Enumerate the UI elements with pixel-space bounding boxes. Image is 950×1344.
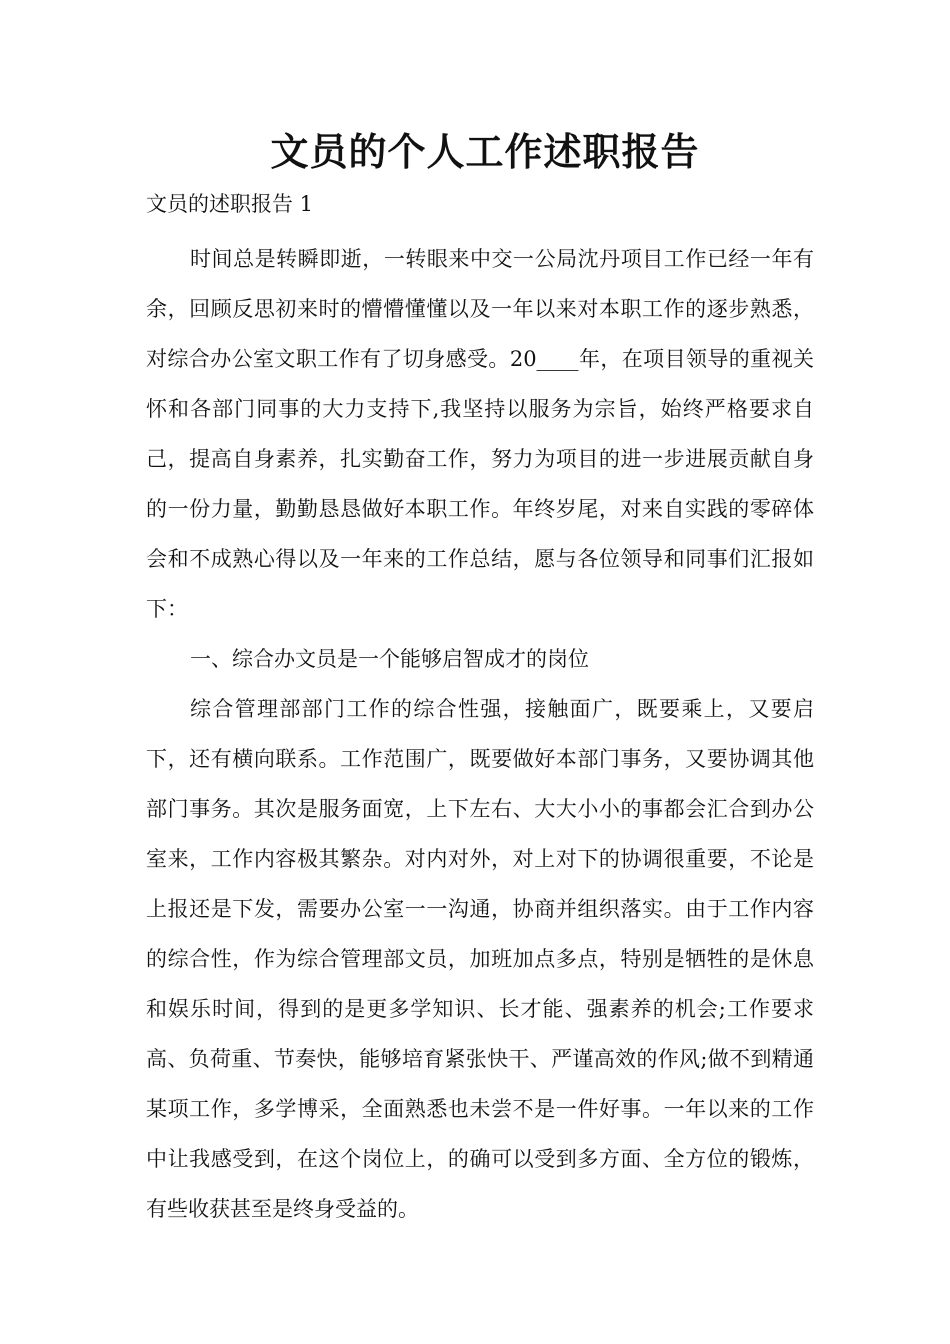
document-subtitle: 文员的述职报告 1: [146, 192, 314, 216]
paragraph-intro: 时间总是转瞬即逝，一转眼来中交一公局沈丹项目工作已经一年有余，回顾反思初来时的懵懵懂懂以及一年以来对本职工作的逐步熟悉，对综合办公室文职工作有了切身感受。20____年，在项目领导的重视关怀和各部门同事的大力支持下,我坚持以服务为宗旨，始终严格要求自己，提高自身素养，扎实勤奋工作，努力为项目的进一步进展贡献自身的一份力量，勤勤恳恳做好本职工作。年终岁尾，对来自实践的零碎体会和不成熟心得以及一年来的工作总结，愿与各位领导和同事们汇报如下：: [146, 247, 814, 621]
section-heading-1: 一、综合办文员是一个能够启智成才的岗位: [190, 647, 589, 671]
document-title: 文员的个人工作述职报告: [270, 129, 700, 174]
paragraph-section-1: 综合管理部部门工作的综合性强，接触面广，既要乘上，又要启下，还有横向联系。工作范围广，既要做好本部门事务，又要协调其他部门事务。其次是服务面宽，上下左右、大大小小的事都会汇合到办公室来，工作内容极其繁杂。对内对外，对上对下的协调很重要，不论是上报还是下发，需要办公室一一沟通，协商并组织落实。由于工作内容的综合性，作为综合管理部文员，加班加点多点，特别是牺牲的是休息和娱乐时间，得到的是更多学知识、长才能、强素养的机会;工作要求高、负荷重、节奏快，能够培育紧张快干、严谨高效的作风;做不到精通某项工作，多学博采，全面熟悉也未尝不是一件好事。一年以来的工作中让我感受到，在这个岗位上，的确可以受到多方面、全方位的锻炼，有些收获甚至是终身受益的。: [146, 697, 814, 1221]
